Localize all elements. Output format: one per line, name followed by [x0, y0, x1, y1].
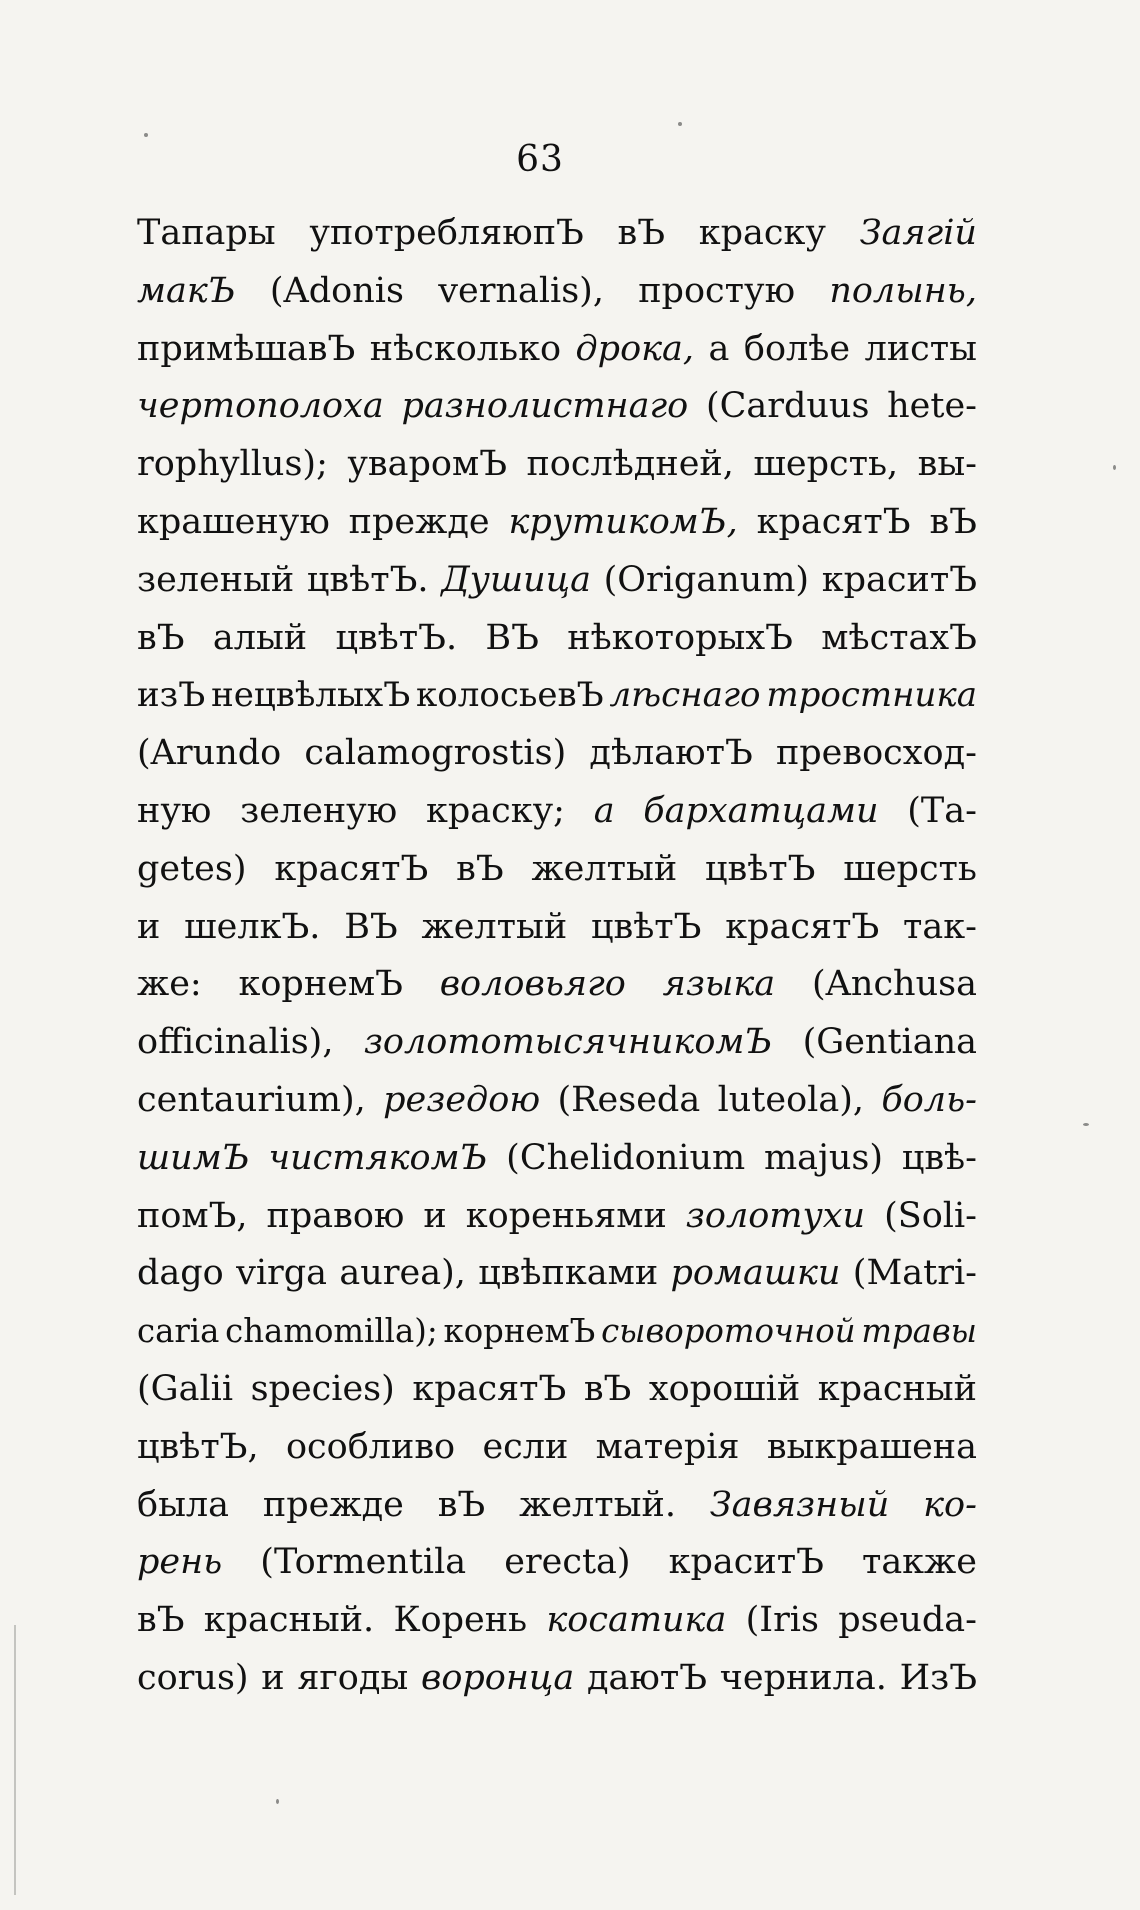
text-line	[137, 1303, 977, 1361]
italic-term: воловьяго	[439, 964, 626, 1005]
text-segment: желтый	[531, 848, 678, 889]
italic-term: воронца	[420, 1657, 575, 1698]
text-segment: (Arundo	[137, 733, 282, 774]
text-segment: краситЪ	[668, 1542, 824, 1583]
text-segment: erecta)	[504, 1542, 631, 1583]
italic-term: бархатцами	[643, 790, 879, 831]
text-segment: зеленую	[240, 790, 398, 831]
scan-margin-line	[14, 1625, 16, 1895]
text-segment: вЪ	[617, 213, 666, 253]
text-line	[137, 1592, 977, 1650]
text-line	[137, 205, 977, 263]
text-segment: (Iris	[745, 1600, 819, 1641]
text-segment: цвѣтЪ	[590, 906, 702, 947]
italic-term: а	[593, 790, 615, 831]
text-segment: dago	[137, 1253, 224, 1294]
text-segment: крашеную	[137, 501, 330, 542]
text-segment: краситЪ	[821, 559, 977, 600]
italic-term: макЪ	[137, 270, 236, 311]
text-segment: хорошій	[648, 1368, 801, 1409]
text-segment: если	[482, 1426, 569, 1467]
text-line	[137, 1419, 977, 1477]
italic-term: крутикомЪ,	[508, 501, 738, 542]
text-segment: так-	[903, 906, 977, 947]
text-segment: (Matri-	[852, 1253, 977, 1294]
text-segment: особливо	[285, 1426, 456, 1467]
text-segment: pseuda-	[838, 1600, 977, 1641]
text-line	[137, 1072, 977, 1130]
text-segment: Тапары	[137, 213, 276, 253]
text-segment: примѣшавЪ	[137, 328, 356, 369]
text-line	[137, 1130, 977, 1188]
scan-speck	[276, 1799, 279, 1804]
text-segment: вЪ	[929, 501, 977, 542]
text-segment: (Soli-	[884, 1195, 977, 1236]
text-segment: краску;	[425, 790, 565, 831]
text-segment: вЪ	[137, 1600, 185, 1641]
text-segment: болѣе	[743, 328, 851, 369]
text-line	[137, 1477, 977, 1535]
text-segment: также	[861, 1542, 977, 1583]
text-segment: (Origanum)	[603, 559, 810, 600]
italic-term: шимЪ	[137, 1137, 250, 1178]
text-line	[137, 1534, 977, 1592]
text-segment: шелкЪ.	[184, 906, 321, 947]
text-line	[137, 1361, 977, 1419]
italic-term: резедою	[383, 1079, 541, 1120]
text-line	[137, 841, 977, 899]
scan-speck	[1083, 1123, 1089, 1126]
text-segment: officinalis),	[137, 1022, 334, 1063]
text-line	[137, 1245, 977, 1303]
scan-speck	[144, 133, 148, 137]
italic-term: разнолистнаго	[401, 386, 689, 427]
text-segment: алый	[212, 617, 308, 658]
italic-term: полынь,	[829, 270, 977, 311]
text-segment: вЪ	[583, 1368, 632, 1409]
italic-term: чистякомЪ	[268, 1137, 488, 1178]
text-segment: caria	[137, 1312, 220, 1351]
italic-term: дрока,	[575, 328, 695, 369]
text-segment: ИзЪ	[899, 1657, 977, 1698]
text-segment: majus)	[763, 1137, 884, 1178]
text-segment: кореньями	[465, 1195, 667, 1236]
text-segment: вЪ	[437, 1484, 486, 1525]
text-line	[137, 783, 977, 841]
text-segment: корнемЪ	[238, 964, 403, 1005]
italic-term: языка	[662, 964, 776, 1005]
text-segment: шерсть	[843, 848, 977, 889]
text-segment: species)	[250, 1368, 395, 1409]
scan-speck	[1113, 465, 1116, 470]
text-line	[137, 263, 977, 321]
text-segment: цвѣпками	[478, 1253, 659, 1294]
text-line	[137, 1650, 977, 1708]
text-segment: цвѣ-	[901, 1137, 977, 1178]
text-segment: Корень	[393, 1600, 528, 1641]
text-segment: ную	[137, 790, 212, 831]
text-segment: выкрашена	[766, 1426, 977, 1467]
text-segment: (Reseda	[557, 1079, 701, 1120]
text-line	[137, 610, 977, 668]
italic-term: боль-	[881, 1079, 977, 1120]
text-segment: luteola),	[717, 1079, 864, 1120]
text-line	[137, 321, 977, 379]
text-line	[137, 378, 977, 436]
text-segment: а	[708, 328, 730, 369]
text-segment: (Carduus	[705, 386, 870, 427]
text-segment: ВЪ	[485, 617, 539, 658]
text-segment: (Anchusa	[811, 964, 977, 1005]
text-segment: послѣдней,	[526, 444, 734, 485]
italic-term: золототысячникомЪ	[363, 1022, 773, 1063]
text-segment: centaurium),	[137, 1079, 366, 1120]
text-segment: (Tormentila	[260, 1542, 467, 1583]
italic-term: Заягій	[859, 213, 977, 253]
text-segment: матерія	[595, 1426, 740, 1467]
text-segment: прежде	[348, 501, 490, 542]
text-segment: virga	[236, 1253, 328, 1294]
text-segment: нецвѣлыхЪ	[211, 675, 411, 716]
text-segment: красятЪ	[412, 1368, 567, 1409]
text-segment: нѣсколько	[369, 328, 562, 369]
text-segment: желтый	[421, 906, 568, 947]
text-segment: была	[137, 1484, 230, 1525]
text-segment: цвѣтЪ.	[335, 617, 458, 658]
text-segment: превосход-	[775, 733, 977, 774]
text-segment: изЪ	[137, 675, 206, 716]
italic-term: чертополоха	[137, 386, 384, 427]
text-segment: корнемЪ	[443, 1312, 596, 1351]
text-line	[137, 667, 977, 725]
text-segment: красный.	[203, 1600, 375, 1641]
text-segment: дѣлаютЪ	[589, 733, 753, 774]
text-segment: чернила.	[719, 1657, 887, 1698]
text-line	[137, 956, 977, 1014]
body-text	[137, 205, 977, 1708]
text-segment: мѣстахЪ	[821, 617, 977, 658]
text-segment: rophyllus);	[137, 444, 328, 485]
text-line	[137, 436, 977, 494]
text-segment: уваромЪ	[347, 444, 507, 485]
italic-term: золотухи	[685, 1195, 866, 1236]
italic-term: тростника	[766, 675, 977, 716]
text-segment: hete-	[887, 386, 977, 427]
text-segment: (Galii	[137, 1368, 234, 1409]
text-segment: листы	[864, 328, 977, 369]
text-segment: красный	[817, 1368, 977, 1409]
text-segment: (Gentiana	[802, 1022, 977, 1063]
text-segment: помЪ,	[137, 1195, 248, 1236]
text-segment: употребляюпЪ	[309, 213, 584, 253]
italic-term: ромашки	[670, 1253, 841, 1294]
text-segment: chamomilla);	[225, 1312, 438, 1351]
text-segment: шерсть,	[753, 444, 899, 485]
italic-term: Завязный	[709, 1484, 890, 1525]
text-line	[137, 494, 977, 552]
text-segment: красятЪ	[725, 906, 880, 947]
text-segment: правою	[266, 1195, 405, 1236]
italic-term: рень	[137, 1542, 223, 1583]
italic-term: лѣснаго	[609, 675, 761, 716]
text-segment: цвѣтЪ,	[137, 1426, 259, 1467]
text-segment: зеленый	[137, 559, 295, 600]
text-segment: (Chelidonium	[506, 1137, 746, 1178]
text-line	[137, 1014, 977, 1072]
text-segment: getes)	[137, 848, 247, 889]
text-segment: красятЪ	[756, 501, 911, 542]
text-segment: и	[423, 1195, 447, 1236]
text-segment: вЪ	[456, 848, 504, 889]
text-segment: даютЪ	[586, 1657, 707, 1698]
text-segment: aurea),	[339, 1253, 466, 1294]
text-segment: же:	[137, 964, 202, 1005]
text-segment: нѣкоторыхЪ	[567, 617, 793, 658]
text-line	[137, 899, 977, 957]
text-line	[137, 725, 977, 783]
text-segment: (Adonis	[269, 270, 404, 311]
text-segment: прежде	[262, 1484, 404, 1525]
italic-term: Душица	[441, 559, 591, 600]
text-segment: calamogrostis)	[304, 733, 567, 774]
text-segment: ВЪ	[344, 906, 398, 947]
text-segment: vernalis),	[438, 270, 604, 311]
text-segment: желтый.	[519, 1484, 676, 1525]
text-segment: ягоды	[297, 1657, 409, 1698]
text-segment: (Та-	[907, 790, 977, 831]
italic-term: косатика	[546, 1600, 727, 1641]
text-segment: и	[137, 906, 161, 947]
text-segment: цвѣтЪ.	[306, 559, 429, 600]
text-segment: красятЪ	[274, 848, 429, 889]
text-segment: простую	[638, 270, 796, 311]
text-segment: колосьевЪ	[416, 675, 604, 716]
page-number: 63	[516, 139, 564, 180]
text-segment: вы-	[917, 444, 977, 485]
text-segment: цвѣтЪ	[704, 848, 816, 889]
italic-term: сывороточной	[601, 1312, 856, 1351]
text-line	[137, 1188, 977, 1246]
text-segment: corus)	[137, 1657, 249, 1698]
text-segment: краску	[698, 213, 826, 253]
italic-term: травы	[861, 1312, 977, 1351]
italic-term: ко-	[923, 1484, 977, 1525]
text-line	[137, 552, 977, 610]
text-segment: вЪ	[137, 617, 185, 658]
text-segment: и	[261, 1657, 285, 1698]
scan-speck	[678, 122, 682, 126]
